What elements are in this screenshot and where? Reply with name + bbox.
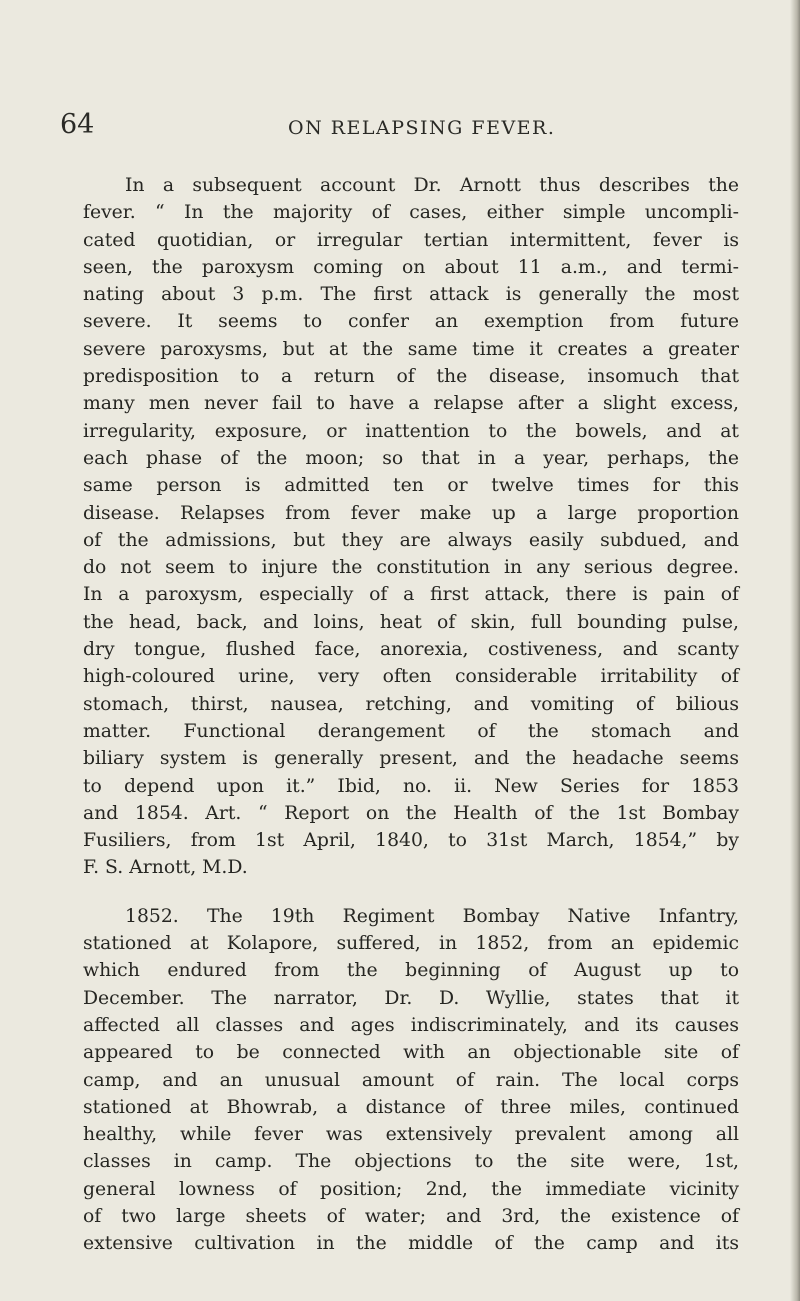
- text-line: healthy, while fever was extensively prevalent among all: [83, 1124, 739, 1146]
- text-line: fever. “ In the majority of cases, either simple uncompli-: [83, 202, 739, 224]
- page-number: 64: [60, 109, 95, 140]
- text-line: many men never fail to have a relapse after a slight excess,: [83, 393, 739, 415]
- text-line: of two large sheets of water; and 3rd, the existence of: [83, 1205, 739, 1227]
- text-line: In a paroxysm, especially of a first attack, there is pain of: [83, 584, 739, 606]
- paragraph-2: [83, 903, 739, 1258]
- text-line: extensive cultivation in the middle of the camp and its: [83, 1233, 739, 1255]
- text-line: high-coloured urine, very often considerable irritability of: [83, 666, 739, 688]
- text-line: classes in camp. The objections to the site were, 1st,: [83, 1151, 739, 1173]
- text-line: camp, and an unusual amount of rain. The local corps: [83, 1069, 739, 1091]
- text-line: do not seem to injure the constitution in any serious degree.: [83, 557, 739, 579]
- text-line: general lowness of position; 2nd, the immediate vicinity: [83, 1178, 739, 1200]
- text-line: the head, back, and loins, heat of skin, full bounding pulse,: [83, 611, 739, 633]
- text-line: biliary system is generally present, and the headache seems: [83, 748, 739, 770]
- text-line: cated quotidian, or irregular tertian intermittent, fever is: [83, 229, 739, 251]
- text-line: each phase of the moon; so that in a year, perhaps, the: [83, 447, 739, 469]
- text-line: dry tongue, flushed face, anorexia, costiveness, and scanty: [83, 639, 739, 661]
- text-line: same person is admitted ten or twelve times for this: [83, 475, 739, 497]
- text-line: F. S. Arnott, M.D.: [83, 857, 248, 879]
- text-line: Fusiliers, from 1st April, 1840, to 31st March, 1854,” by: [83, 830, 739, 852]
- text-line: nating about 3 p.m. The first attack is generally the most: [83, 284, 739, 306]
- text-line: stationed at Bhowrab, a distance of three miles, continued: [83, 1096, 739, 1118]
- text-line: severe. It seems to confer an exemption from future: [83, 311, 739, 333]
- text-line: disease. Relapses from fever make up a large proportion: [83, 502, 739, 524]
- text-line: which endured from the beginning of August up to: [83, 960, 739, 982]
- text-line: seen, the paroxysm coming on about 11 a.m., and termi-: [83, 256, 739, 278]
- text-line: severe paroxysms, but at the same time it creates a greater: [83, 338, 739, 360]
- paragraph-1: [83, 172, 739, 882]
- text-line: and 1854. Art. “ Report on the Health of the 1st Bombay: [83, 802, 739, 824]
- text-line: stomach, thirst, nausea, retching, and vomiting of bilious: [83, 693, 739, 715]
- text-line: stationed at Kolapore, suffered, in 1852, from an epidemic: [83, 933, 739, 955]
- body-text: [83, 172, 739, 1258]
- page-edge-shadow: [790, 0, 800, 1301]
- text-line: affected all classes and ages indiscriminately, and its causes: [83, 1014, 739, 1036]
- text-line: 1852. The 19th Regiment Bombay Native Infantry,: [125, 905, 739, 927]
- text-line: appeared to be connected with an objectionable site of: [83, 1042, 739, 1064]
- text-line: December. The narrator, Dr. D. Wyllie, states that it: [83, 987, 739, 1009]
- text-line: of the admissions, but they are always easily subdued, and: [83, 529, 739, 551]
- running-title: ON RELAPSING FEVER.: [288, 117, 556, 139]
- text-line: to depend upon it.” Ibid, no. ii. New Series for 1853: [83, 775, 739, 797]
- text-line: matter. Functional derangement of the stomach and: [83, 720, 739, 742]
- text-line: In a subsequent account Dr. Arnott thus describes the: [125, 175, 739, 196]
- text-line: irregularity, exposure, or inattention to the bowels, and at: [83, 420, 739, 442]
- text-line: predisposition to a return of the disease, insomuch that: [83, 366, 739, 388]
- running-head: [60, 105, 740, 145]
